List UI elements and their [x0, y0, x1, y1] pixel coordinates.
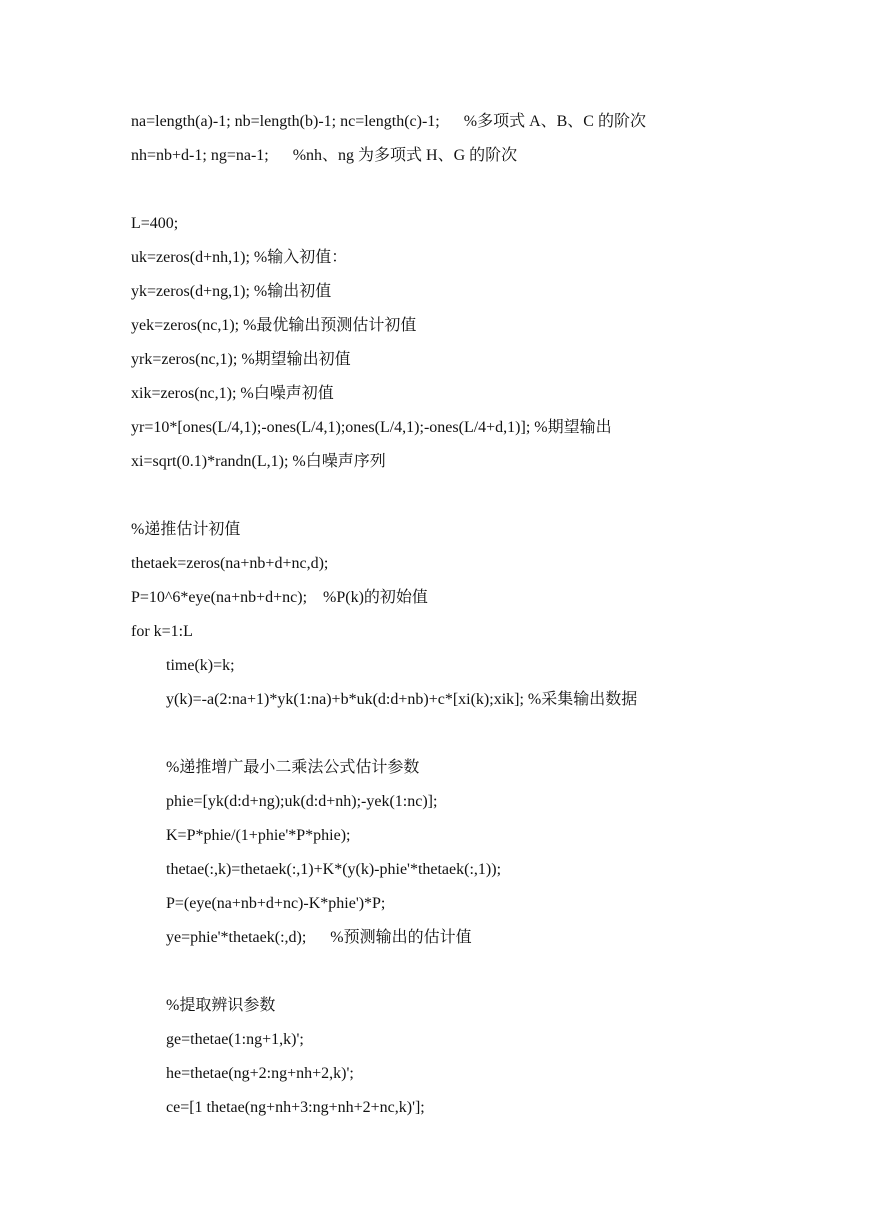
- code-line: thetaek=zeros(na+nb+d+nc,d);: [131, 555, 329, 572]
- code-line: na=length(a)-1; nb=length(b)-1; nc=length(c)-1; %多项式 A、B、C 的阶次: [131, 113, 646, 130]
- code-line: ye=phie'*thetaek(:,d); %预测输出的估计值: [166, 929, 472, 946]
- code-line: xik=zeros(nc,1); %白噪声初值: [131, 385, 334, 402]
- code-line: y(k)=-a(2:na+1)*yk(1:na)+b*uk(d:d+nb)+c*[xi(k);xik]; %采集输出数据: [166, 691, 638, 708]
- code-line: yk=zeros(d+ng,1); %输出初值: [131, 283, 332, 300]
- code-line: ge=thetae(1:ng+1,k)';: [166, 1031, 304, 1048]
- code-line: for k=1:L: [131, 623, 193, 640]
- code-line: time(k)=k;: [166, 657, 235, 674]
- code-line: thetae(:,k)=thetaek(:,1)+K*(y(k)-phie'*thetaek(:,1));: [166, 861, 502, 878]
- code-line: xi=sqrt(0.1)*randn(L,1); %白噪声序列: [131, 453, 386, 470]
- code-line: K=P*phie/(1+phie'*P*phie);: [166, 827, 351, 844]
- code-line: %递推增广最小二乘法公式估计参数: [166, 759, 420, 776]
- code-line: P=10^6*eye(na+nb+d+nc); %P(k)的初始值: [131, 589, 428, 606]
- code-line: %提取辨识参数: [166, 997, 276, 1014]
- code-line: yrk=zeros(nc,1); %期望输出初值: [131, 351, 351, 368]
- code-line: he=thetae(ng+2:ng+nh+2,k)';: [166, 1065, 354, 1082]
- code-line: yr=10*[ones(L/4,1);-ones(L/4,1);ones(L/4,1);-ones(L/4+d,1)]; %期望输出: [131, 419, 612, 436]
- code-line: phie=[yk(d:d+ng);uk(d:d+nh);-yek(1:nc)];: [166, 793, 438, 810]
- code-line: L=400;: [131, 215, 179, 232]
- code-line: %递推估计初值: [131, 521, 241, 538]
- code-line: yek=zeros(nc,1); %最优输出预测估计初值: [131, 317, 417, 334]
- code-line: ce=[1 thetae(ng+nh+3:ng+nh+2+nc,k)'];: [166, 1099, 425, 1116]
- code-line: nh=nb+d-1; ng=na-1; %nh、ng 为多项式 H、G 的阶次: [131, 147, 518, 164]
- code-line: uk=zeros(d+nh,1); %输入初值：: [131, 249, 348, 266]
- code-line: P=(eye(na+nb+d+nc)-K*phie')*P;: [166, 895, 386, 912]
